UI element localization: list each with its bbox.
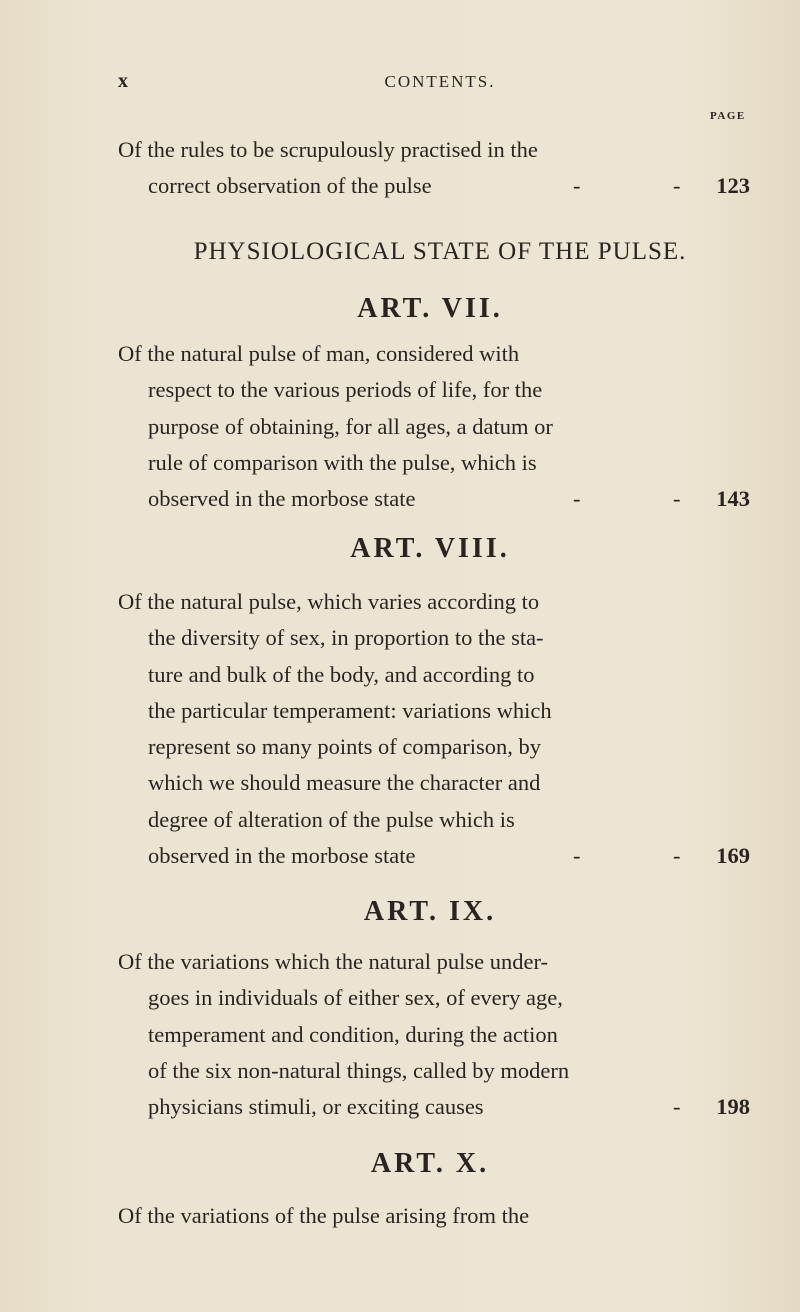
entry-line: observed in the morbose state	[148, 843, 416, 869]
page-number: 123	[716, 173, 750, 199]
entry-line: Of the variations which the natural pulse under-	[118, 949, 549, 974]
page-column-label: PAGE	[710, 110, 746, 122]
entry-line: degree of alteration of the pulse which is	[148, 806, 515, 832]
entry-line: Of the variations of the pulse arising from the	[118, 1203, 530, 1228]
running-head-title: CONTENTS.	[384, 72, 496, 91]
entry-line: which we should measure the character and	[148, 770, 541, 796]
leader-dash: -	[673, 843, 681, 869]
entry-line: Of the natural pulse, which varies according to	[118, 589, 540, 614]
leader-dash: -	[573, 843, 581, 869]
entry-line: Of the rules to be scrupulously practised in the	[118, 137, 538, 162]
toc-entry-art-ix	[118, 944, 760, 1125]
entry-line: goes in individuals of either sex, of every age,	[148, 985, 563, 1011]
entry-line: physicians stimuli, or exciting causes	[148, 1094, 484, 1120]
entry-line: Of the natural pulse of man, considered with	[118, 341, 520, 366]
page-number: 143	[716, 486, 750, 512]
running-head	[0, 70, 800, 100]
entry-line: rule of comparison with the pulse, which is	[148, 449, 537, 475]
entry-line: the particular temperament: variations which	[148, 697, 552, 723]
entry-line: ture and bulk of the body, and according to	[148, 661, 535, 687]
leader-dash: -	[573, 486, 581, 512]
leader-dash: -	[673, 486, 681, 512]
article-heading-vii: ART. VII.	[357, 293, 503, 324]
entry-line: respect to the various periods of life, for the	[148, 377, 543, 403]
toc-entry-rules	[118, 132, 760, 205]
article-heading-x: ART. X.	[370, 1148, 490, 1179]
entry-line: purpose of obtaining, for all ages, a datum or	[148, 413, 553, 439]
page-number: 198	[716, 1094, 750, 1120]
toc-entry-art-x	[118, 1198, 760, 1234]
toc-entry-art-viii	[118, 584, 760, 874]
leader-dash: -	[573, 173, 581, 199]
leader-dash: -	[673, 1094, 681, 1120]
article-heading-viii: ART. VIII.	[350, 533, 510, 564]
entry-line: correct observation of the pulse	[148, 173, 432, 199]
entry-line: temperament and condition, during the action	[148, 1021, 558, 1047]
section-title: PHYSIOLOGICAL STATE OF THE PULSE.	[193, 238, 687, 265]
entry-line: of the six non-natural things, called by modern	[148, 1057, 570, 1083]
entry-line: the diversity of sex, in proportion to the sta-	[148, 625, 544, 651]
toc-entry-art-vii	[118, 336, 760, 517]
page-folio: x	[118, 70, 128, 92]
page-number: 169	[716, 843, 750, 869]
entry-line: represent so many points of comparison, by	[148, 734, 542, 760]
article-heading-ix: ART. IX.	[363, 896, 497, 927]
entry-line: observed in the morbose state	[148, 486, 416, 512]
leader-dash: -	[673, 173, 681, 199]
